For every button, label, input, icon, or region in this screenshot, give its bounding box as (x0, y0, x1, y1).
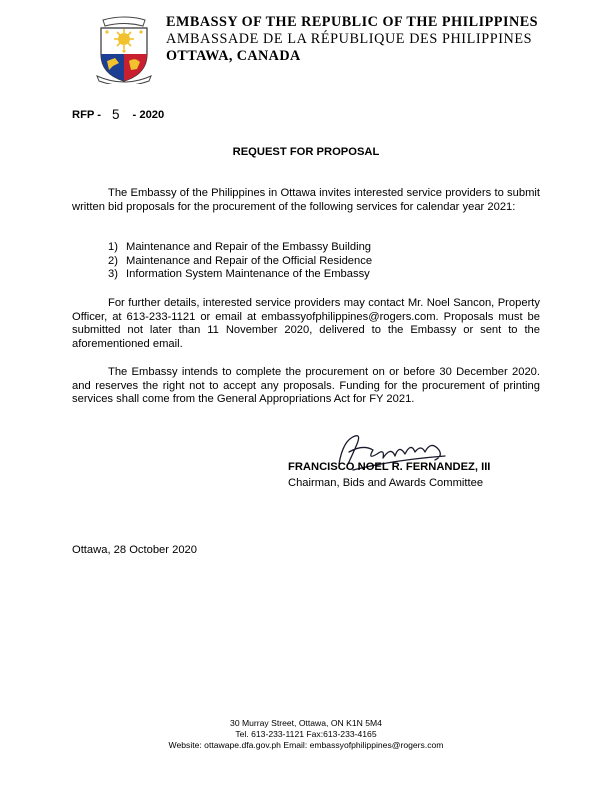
letterhead-title: EMBASSY OF THE REPUBLIC OF THE PHILIPPINES (166, 14, 539, 30)
list-item: 1) Maintenance and Repair of the Embassy Building (108, 241, 372, 253)
footer-web: Website: ottawape.dfa.gov.ph Email: embassyofphilippines@rogers.com (168, 740, 444, 750)
list-item: 3) Information System Maintenance of the Embassy (108, 268, 370, 281)
letterhead-title-french: AMBASSADE DE LA RÉPUBLIQUE DES PHILIPPINES (166, 31, 533, 47)
philippine-coat-of-arms-icon (93, 14, 155, 84)
place-date: Ottawa, 28 October 2020 (72, 544, 198, 556)
contact-paragraph: For further details, interested service providers may contact Mr. Noel Sancon, Property Officer, at 613-233-1121 or email at embassyofphilippines@rogers.com. Proposals must be submitted not later than 11 November 2020, delivered to the Embassy or sent to the aforementioned email. (72, 297, 540, 350)
footer-phone: Tel. 613-233-1121 Fax:613-233-4165 (235, 729, 377, 739)
signatory-title: Chairman, Bids and Awards Committee (288, 477, 484, 489)
document-title: REQUEST FOR PROPOSAL (232, 146, 380, 158)
letterhead-location: OTTAWA, CANADA (166, 48, 301, 64)
rfp-number: 5 (112, 107, 120, 122)
rfp-prefix: RFP - (72, 109, 102, 121)
footer (0, 718, 612, 751)
services-list (108, 241, 372, 282)
footer-address: 30 Murray Street, Ottawa, ON K1N 5M4 (230, 718, 382, 728)
intro-paragraph: The Embassy of the Philippines in Ottawa invites interested service providers to submit written bid proposals for the procurement of the following services for calendar year 2021: (72, 187, 540, 213)
rfp-reference (72, 106, 164, 121)
rfp-year: - 2020 (132, 109, 165, 121)
closing-paragraph: The Embassy intends to complete the procurement on or before 30 December 2020. and reserves the right not to accept any proposals. Funding for the procurement of printing services shall come from the General Appropriations Act for FY 2021. (72, 366, 540, 406)
list-item: 2) Maintenance and Repair of the Official Residence (108, 254, 373, 267)
signatory-name: FRANCISCO NOEL R. FERNANDEZ, III (288, 461, 491, 473)
